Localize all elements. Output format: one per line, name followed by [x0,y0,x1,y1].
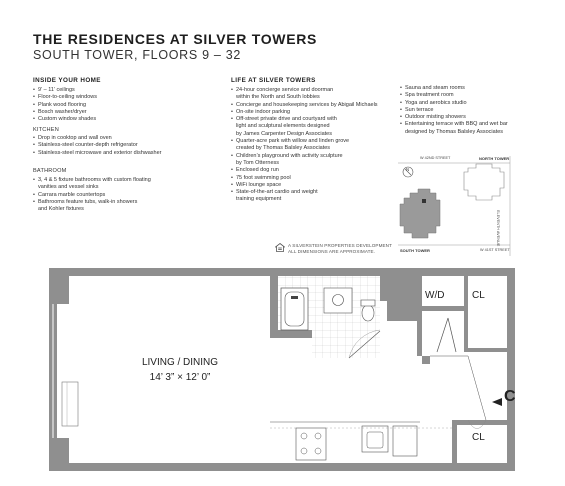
closet-label-2: CL [472,432,485,443]
list-item: • Quarter-acre park with willow and linden grove created by Thomas Balsley Associates [231,138,378,153]
inside-heading: INSIDE YOUR HOME [33,77,101,84]
list-item: • Enclosed dog run [231,167,378,174]
kitchen-heading: KITCHEN [33,127,59,133]
list-item: • State-of-the-art cardio and weight training equipment [231,189,378,204]
cooktop [296,428,326,460]
street-label-top: W 42ND STREET [420,156,451,160]
list-item: • On-site indoor parking [231,109,378,116]
list-item: • Stainless-steel counter-depth refrigerator [33,142,162,149]
avenue-label: ELEVENTH AVENUE [496,210,500,247]
list-item: • Sun terrace [400,107,508,114]
list-item: • Entertaining terrace with BBQ and wet bar designed by Thomas Balsley Associates [400,121,508,136]
list-item: • Sauna and steam rooms [400,85,508,92]
list-item: • WiFi lounge space [231,182,378,189]
entry-arrow-icon [492,398,502,406]
list-item: • 24-hour concierge service and doorman within the North and South lobbies [231,87,378,102]
list-item: • Yoga and aerobics studio [400,100,508,107]
radiator [62,382,78,426]
closet-doors [437,318,456,352]
list-item: • Off-street private drive and courtyard with light and sculptural elements designed by James Carpenter Design Associates [231,116,378,138]
living-dims: 14’ 3” × 12’ 0” [149,372,211,383]
page-title: THE RESIDENCES AT SILVER TOWERS [33,31,318,47]
unit-letter: C [504,388,516,405]
life-heading: LIFE AT SILVER TOWERS [231,77,316,84]
south-tower-label: SOUTH TOWER [400,248,430,253]
toilet [362,305,374,321]
entry-door [468,356,486,420]
north-tower-label: NORTH TOWER [479,156,510,161]
list-item: • 75 foot swimming pool [231,175,378,182]
refrigerator [393,426,417,456]
north-arrow-label: N [406,167,410,172]
dimensions-note: ALL DIMENSIONS ARE APPROXIMATE. [288,249,376,254]
bathroom-heading: BATHROOM [33,168,67,174]
list-item: • Plank wood flooring [33,102,97,109]
list-item: • Drop in cooktop and wall oven [33,135,162,142]
living-label: LIVING / DINING [141,357,219,368]
list-item: • Spa treatment room [400,92,508,99]
developer-note: A SILVERSTEIN PROPERTIES DEVELOPMENT [288,243,393,248]
list-item: • Concierge and housekeeping services by Abigail Michaels [231,102,378,109]
list-item: • Floor-to-ceiling windows [33,94,97,101]
list-item: • Children’s playground with activity sculpture by Tom Otterness [231,153,378,168]
list-item: • Bosch washer/dryer [33,109,97,116]
list-item: • 3, 4 & 5 fixture bathrooms with custom floating vanities and vessel sinks [33,177,151,192]
wd-label: W/D [425,290,445,301]
list-item: • Bathrooms feature tubs, walk-in showers and Kohler fixtures [33,199,151,214]
list-item: • 9’ – 11’ ceilings [33,87,97,94]
street-label-bottom: W 41ST STREET [480,248,510,252]
page-subtitle: SOUTH TOWER, FLOORS 9 – 32 [33,48,242,62]
closet-label-1: CL [472,290,485,301]
bath-sink [324,288,352,313]
list-item: • Custom window shades [33,116,97,123]
list-item: • Stainless-steel microwave and exterior dishwasher [33,150,162,157]
list-item: • Outdoor misting showers [400,114,508,121]
list-item: • Carrara marble countertops [33,192,151,199]
